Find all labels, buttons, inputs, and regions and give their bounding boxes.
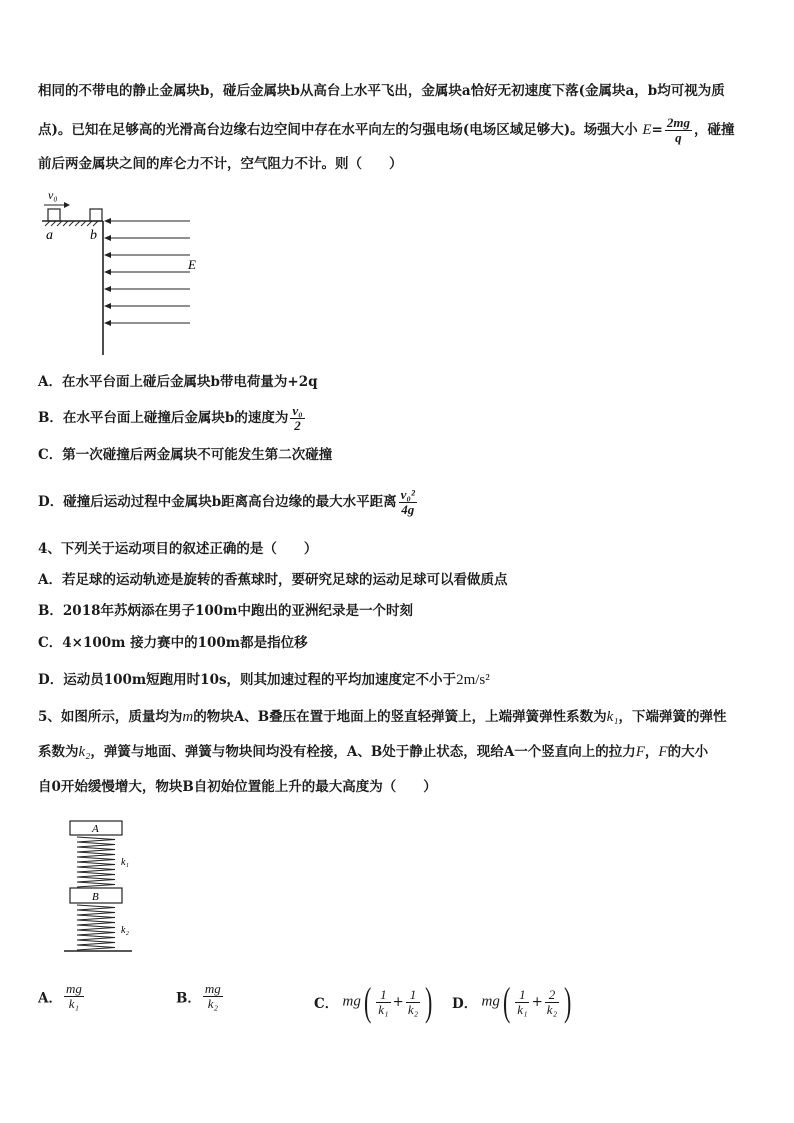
q5-answer-d (452, 979, 574, 1024)
q5-d-f1-num: 1 (515, 988, 529, 1003)
q5-d-lparen: ( (502, 979, 511, 1024)
q4-option-b: B．2018年苏炳添在男子100m中跑出的亚洲纪录是一个时刻 (38, 603, 413, 619)
q3-option-c: C．第一次碰撞后两金属块不可能发生第二次碰撞 (38, 447, 333, 463)
v0-arrowhead (64, 202, 70, 208)
fig-label-k1: k₁ (121, 857, 129, 868)
q4-option-c: C．4×100m 接力赛中的100m都是指位移 (38, 635, 308, 651)
mass-symbol: m (182, 709, 194, 725)
fig-label-b: b (90, 228, 97, 243)
q5-l2c: ， (644, 744, 659, 760)
q3-stem-line2-end: ，碰撞 (693, 122, 735, 138)
q5-stem-line1 (38, 708, 727, 726)
q5-d-prefix: mg (481, 993, 500, 1010)
equals-sign: = (651, 122, 663, 138)
q5-d-f1-den: k₁ (517, 1001, 528, 1017)
q5-b-fraction (203, 982, 223, 1011)
force-symbol-2: F (658, 744, 668, 760)
q4-stem: 4、下列关于运动项目的叙述正确的是（ ） (38, 541, 318, 557)
q5-c-prefix: mg (342, 993, 361, 1010)
q5-a-num: mg (65, 981, 82, 996)
q5-c-f2-num: 1 (406, 988, 420, 1003)
q3-option-b-text: B．在水平台面上碰撞后金属块b的速度为 (38, 410, 289, 426)
q4-option-d (38, 671, 490, 689)
q5-answer-b (176, 982, 225, 1011)
q3-b-num: v₀ (292, 403, 303, 418)
field-symbol: E (642, 122, 652, 138)
q3-figure (40, 185, 200, 360)
q4-d-value: 2m/s² (456, 672, 490, 688)
q5-c-f1-num: 1 (376, 988, 390, 1003)
field-arrowheads (104, 218, 111, 326)
spring-k1 (77, 837, 115, 887)
q5-c-rparen: ) (425, 979, 433, 1024)
q5-c-f1-den: k₁ (378, 1001, 389, 1017)
q5-stem-line2 (38, 743, 708, 761)
q5-c-lparen: ( (363, 979, 372, 1024)
q3-d-den: 4g (401, 502, 415, 517)
q5-d-f2-den: k₂ (546, 1001, 558, 1017)
block-b (90, 209, 102, 221)
q5-d-frac2 (545, 988, 559, 1017)
q5-b-num: mg (204, 981, 221, 996)
q5-c-plus: + (392, 994, 404, 1010)
q3-stem-line2-text: 点)。已知在足够高的光滑高台边缘右边空间中存在水平向左的匀强电场(电场区域足够大)。场强大小 (38, 122, 638, 138)
q5-c-frac1 (376, 988, 390, 1017)
q5-l1a: 5、如图所示，质量均为 (38, 709, 183, 725)
q5-a-fraction (64, 982, 84, 1011)
q4-option-a: A．若足球的运动轨迹是旋转的香蕉球时，要研究足球的运动足球可以看做质点 (38, 572, 508, 588)
q3-option-d-fraction (399, 488, 417, 517)
q5-c-f2-den: k₂ (407, 1001, 419, 1017)
q5-d-f2-num: 2 (545, 988, 559, 1003)
fig-v0-label: v₀ (48, 188, 58, 202)
q5-a-den: k₁ (68, 996, 80, 1011)
q5-b-den: k₂ (207, 996, 219, 1011)
field-denominator: q (675, 130, 682, 145)
fig-label-k2: k₂ (121, 925, 129, 936)
field-fraction (665, 116, 692, 145)
fig-label-B: B (92, 891, 99, 903)
q5-l2d: 的大小 (667, 744, 709, 760)
q5-l1b: 的物块A、B叠压在置于地面上的竖直轻弹簧上，上端弹簧弹性系数为 (193, 709, 607, 725)
q5-d-plus: + (531, 994, 543, 1010)
spring-k2 (77, 905, 115, 950)
q5-d-rparen: ) (564, 979, 572, 1024)
q3-stem-line2 (38, 116, 734, 145)
fig-label-E: E (188, 257, 196, 272)
fig-label-A: A (92, 823, 99, 835)
q5-answer-c (314, 979, 435, 1024)
q3-option-d-text: D．碰撞后运动过程中金属块b距离高台边缘的最大水平距离 (38, 494, 397, 510)
q5-l2b: ，弹簧与地面、弹簧与物块间均没有栓接，A、B处于静止状态，现给A一个竖直向上的拉力 (90, 744, 636, 760)
q3-stem-line1: 相同的不带电的静止金属块b，碰后金属块b从高台上水平飞出，金属块a恰好无初速度下落(金属块a，b均可视为质 (38, 83, 725, 99)
q3-option-b (38, 404, 307, 433)
q3-option-b-fraction (290, 404, 304, 433)
q5-a-label: A． (38, 990, 62, 1007)
q5-d-frac1 (515, 988, 529, 1017)
fig-label-a: a (46, 228, 53, 243)
q5-stem-line3: 自0开始缓慢增大，物块B自初始位置能上升的最大高度为（ ） (38, 779, 437, 795)
q5-c-frac2 (406, 988, 420, 1017)
k1-symbol: k₁ (606, 709, 619, 725)
block-a (48, 209, 60, 221)
field-lines (108, 221, 190, 323)
q4-option-d-text: D．运动员100m短跑用时10s，则其加速过程的平均加速度定不小于 (38, 672, 457, 688)
q3-stem-line3: 前后两金属块之间的库仑力不计，空气阻力不计。则（ ） (38, 156, 403, 172)
q3-option-d (38, 488, 419, 517)
q5-b-label: B． (176, 990, 201, 1007)
q5-answer-a (38, 982, 86, 1011)
q3-b-den: 2 (294, 418, 301, 433)
q5-c-label: C． (314, 996, 339, 1012)
q3-option-a: A．在水平台面上碰后金属块b带电荷量为+2q (38, 374, 318, 390)
k2-symbol: k₂ (78, 744, 91, 760)
force-symbol: F (635, 744, 645, 760)
q5-l1c: ，下端弹簧的弹性 (618, 709, 727, 725)
field-numerator: 2mg (666, 115, 690, 130)
q5-figure (60, 815, 150, 955)
q5-d-label: D． (452, 996, 478, 1012)
q3-d-num: v₀² (400, 487, 415, 502)
q5-l2a: 系数为 (38, 744, 79, 760)
